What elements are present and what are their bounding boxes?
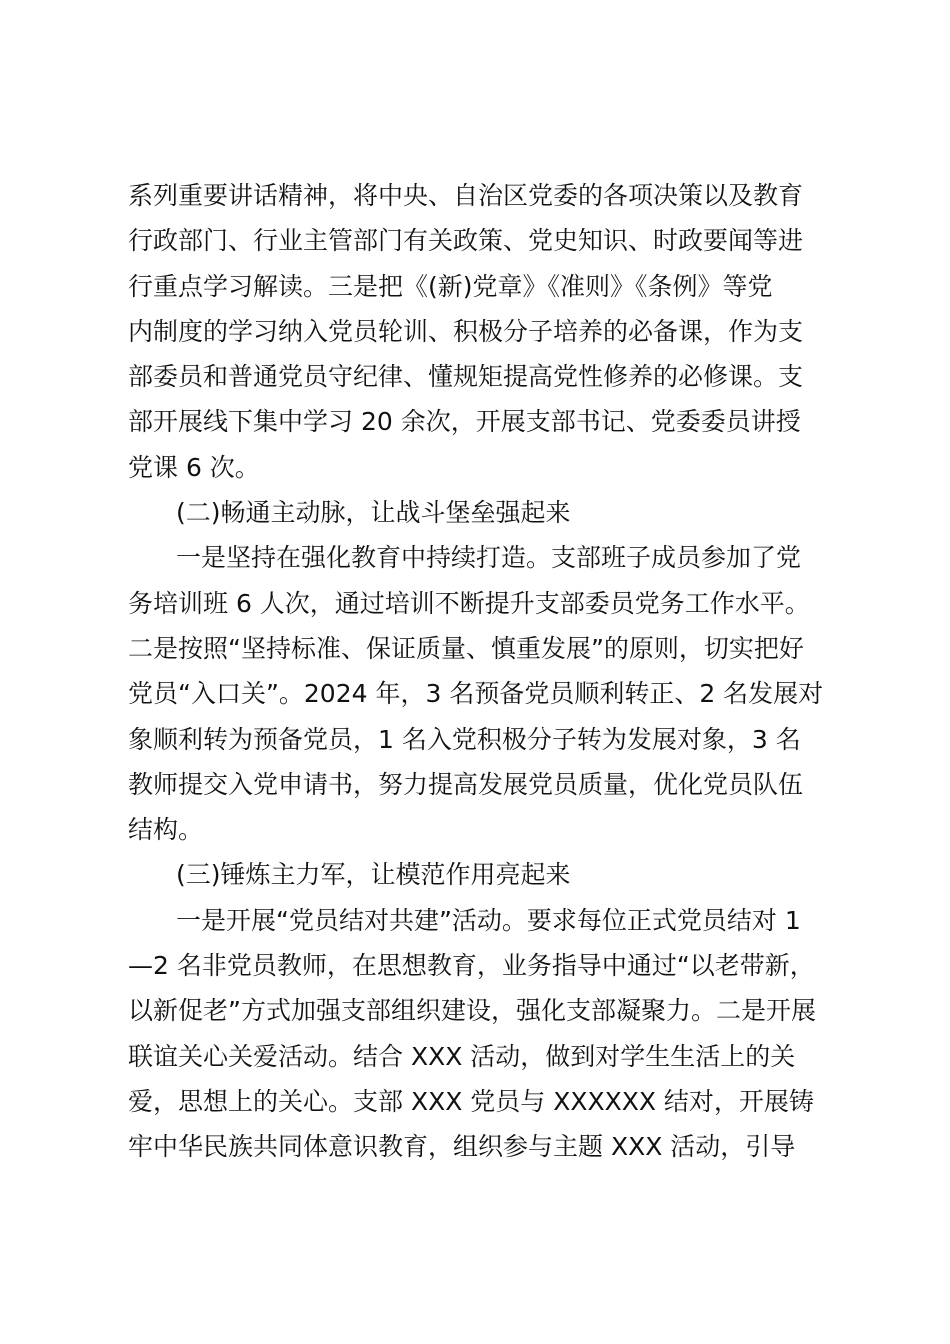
text-line: 部委员和普通党员守纪律、懂规矩提高党性修养的必修课。支 <box>128 362 804 392</box>
text-line: 牢中华民族共同体意识教育，组织参与主题 XXX 活动，引导 <box>128 1132 796 1162</box>
text-line: 一是坚持在强化教育中持续打造。支部班子成员参加了党 <box>176 543 802 573</box>
text-line: 象顺利转为预备党员，1 名入党积极分子转为发展对象，3 名 <box>128 724 801 754</box>
text-line: —2 名非党员教师，在思想教育，业务指导中通过“以老带新， <box>128 951 815 981</box>
text-line: 党员“入口关”。2024 年，3 名预备党员顺利转正、2 名发展对 <box>128 679 824 709</box>
text-line: 结构。 <box>128 815 204 845</box>
text-line: 党课 6 次。 <box>128 452 260 482</box>
document-body <box>128 173 833 1170</box>
section-heading: (三)锤炼主力军，让模范作用亮起来 <box>176 860 571 890</box>
text-line: 行重点学习解读。三是把《(新)党章》《准则》《条例》等党 <box>128 271 773 301</box>
text-line: 部开展线下集中学习 20 余次，开展支部书记、党委委员讲授 <box>128 407 801 437</box>
text-line: 内制度的学习纳入党员轮训、积极分子培养的必备课，作为支 <box>128 316 804 346</box>
text-line: 联谊关心关爱活动。结合 XXX 活动，做到对学生生活上的关 <box>128 1041 796 1071</box>
text-line: 二是按照“坚持标准、保证质量、慎重发展”的原则，切实把好 <box>128 633 804 663</box>
text-line: 务培训班 6 人次，通过培训不断提升支部委员党务工作水平。 <box>128 588 810 618</box>
text-line: 行政部门、行业主管部门有关政策、党史知识、时政要闻等进 <box>128 226 804 256</box>
text-line: 一是开展“党员结对共建”活动。要求每位正式党员结对 1 <box>176 905 801 935</box>
text-line: 系列重要讲话精神，将中央、自治区党委的各项决策以及教育 <box>128 181 804 210</box>
text-line: 爱，思想上的关心。支部 XXX 党员与 XXXXXX 结对，开展铸 <box>128 1086 814 1116</box>
section-heading: (二)畅通主动脉，让战斗堡垒强起来 <box>176 498 571 528</box>
text-line: 以新促老”方式加强支部组织建设，强化支部凝聚力。二是开展 <box>128 996 816 1026</box>
text-line: 教师提交入党申请书，努力提高发展党员质量，优化党员队伍 <box>128 769 804 799</box>
